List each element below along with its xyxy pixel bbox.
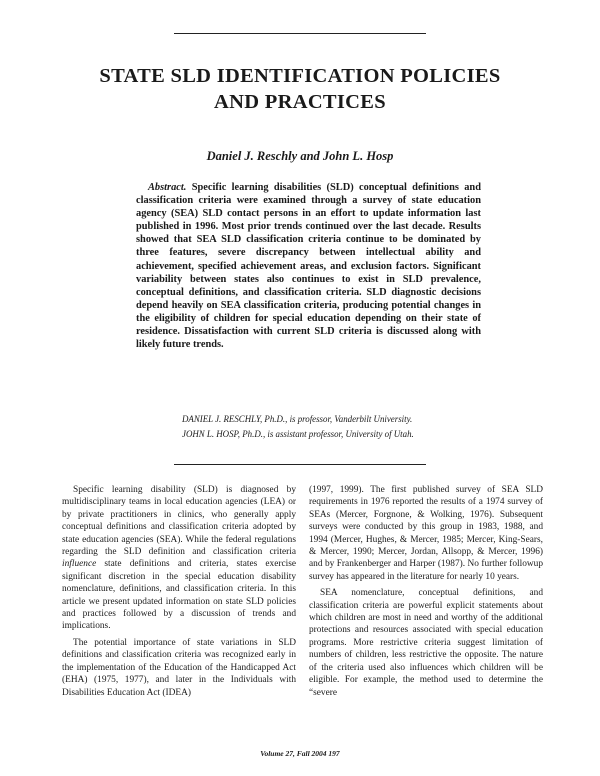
paragraph-1-text-a: Specific learning disability (SLD) is diagnosed by multidisciplinary teams in local education agencies (LEA) or by private practitioners in clinics, who generally apply conceptual definitions and classification criteria adopted by state education agencies (SEA). While the federal regulations regarding the SLD definition and classification criteria xyxy=(62,485,296,558)
author-affiliations xyxy=(182,412,502,442)
body-paragraph-4: SEA nomenclature, conceptual definitions, and classification criteria are powerful explicit statements about which children are most in need and worthy of the additional protections and resources associated with special education programs. More restrictive criteria suggest limitation of numbers of children, less restrictive the opposite. The nature of the criteria used also influences which children will be eligible. For example, the method used to determine the “severe xyxy=(309,588,543,698)
article-title xyxy=(60,63,540,115)
paragraph-1-emphasis: influence xyxy=(62,559,97,570)
section-rule xyxy=(174,464,426,465)
body-paragraph-1 xyxy=(62,484,296,633)
affiliation-reschly: DANIEL J. RESCHLY, Ph.D., is professor, Vanderbilt University. xyxy=(182,414,413,424)
abstract-text: Specific learning disabilities (SLD) conceptual definitions and classification criteria were examined through a survey of state education agency (SEA) SLD contact persons in an effort to update information last published in 1996. Most prior trends continued over the last decade. Results showed that SEA SLD classification criteria continue to be dominated by three features, severe discrepancy between intellectual ability and achievement, specified achievement areas, and exclusion factors. Significant variability between states also continues to exist in SLD prevalence, conceptual definitions, and classification criteria. SLD diagnostic decisions depend heavily on SEA classification criteria, producing potential changes in the eligibility of children for special education depending on their state of residence. Dissatisfaction with current SLD criteria is discussed along with likely future trends. xyxy=(136,182,481,351)
page-footer: Volume 27, Fall 2004 197 xyxy=(260,749,340,758)
title-line-2: AND PRACTICES xyxy=(214,91,386,113)
abstract xyxy=(136,181,481,351)
affiliation-hosp: JOHN L. HOSP, Ph.D., is assistant professor, University of Utah. xyxy=(182,429,414,439)
top-rule xyxy=(174,33,426,34)
body-column-left xyxy=(62,484,296,703)
body-paragraph-2: The potential importance of state variations in SLD definitions and classification criteria was recognized early in the implementation of the Education of the Handicapped Act (EHA) (1975, 1977), and later in the Individuals with Disabilities Education Act (IDEA) xyxy=(62,637,296,698)
body-paragraph-3: (1997, 1999). The first published survey of SEA SLD requirements in 1976 reported the results of a 1974 survey of SEAs (Mercer, Forgnone, & Wolking, 1976). Subsequent surveys were conducted by this group in 1983, 1988, and 1994 (Mercer, Hughes, & Mercer, 1985; Mercer, King-Sears, & Mercer, 1990; Mercer, Jordan, Allsopp, & Mercer, 1996) and by Frankenberger and Harper (1987). No further followup survey has appeared in the literature for nearly 10 years. xyxy=(309,485,543,582)
abstract-label: Abstract. xyxy=(148,182,187,193)
author-byline: Daniel J. Reschly and John L. Hosp xyxy=(206,149,394,163)
paragraph-1-text-b: state definitions and criteria, states exercise significant discretion in the special education disability nomenclature, definitions, and classification criteria. In this article we present updated information on state SLD policies and practices followed by a discussion of trends and implications. xyxy=(62,559,296,632)
title-line-1: STATE SLD IDENTIFICATION POLICIES xyxy=(99,65,501,87)
body-column-right xyxy=(309,484,543,703)
